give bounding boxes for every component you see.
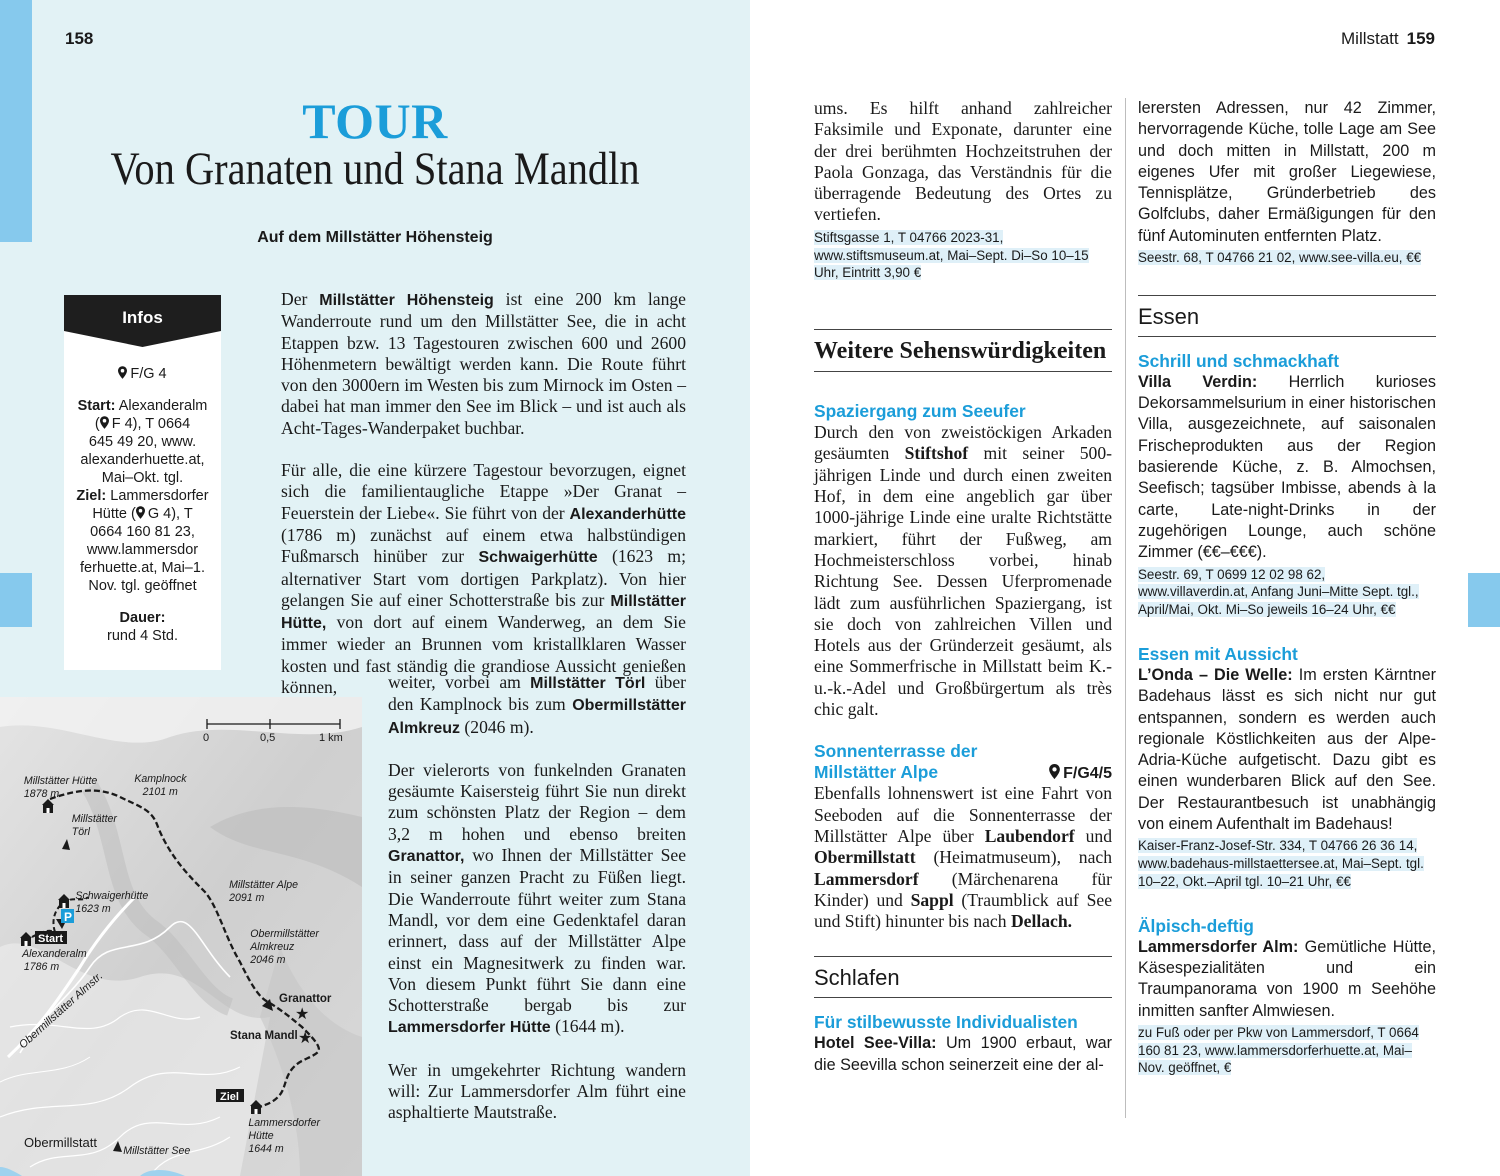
star-icon: ★ [298,1030,313,1047]
infos-start-label: Start: [77,398,116,414]
map-label-millstaetter-huette-alt: 1878 m [23,787,60,801]
map-pin-icon [136,506,145,519]
infos-ziel-label: Ziel: [76,488,107,504]
infos-grid-ref [70,365,215,383]
subheading-seeufer: Spaziergang zum Seeufer [814,401,1026,422]
infos-start-phone: 645 49 20, www. [88,434,197,450]
subheading-sonnenterrasse: Sonnenterrasse der [814,741,978,762]
subheading-schrill: Schrill und schmackhaft [1138,350,1340,371]
map-label-lammersdorfer-alt: 1644 m [248,1142,284,1156]
map-scale-0: 0 [203,732,210,744]
infos-body [64,347,221,645]
infos-header [64,295,221,347]
map-label-granattor: Granattor [279,993,332,1005]
thumb-index-tab [0,573,32,627]
map-label-stana-mandl: Stana Mandl [230,1030,298,1042]
map-label-almkreuz-alt: 2046 m [250,953,286,967]
ziel-badge-label: Ziel [220,1091,239,1103]
bold-term: L’Onda – Die Welle: [1138,665,1293,684]
museum-text: ums. Es hilft anhand zahlreicher Faksimile und Exponate, darunter eine der drei berühmten Hochzeitstruhen der Paola Gonzaga, das Verständnis für die überragende Bedeutung des Ortes zu vertiefen. [814,98,1112,225]
bold-term: Lammersdorfer Hütte [388,1019,551,1037]
map-pin-icon [118,366,127,379]
running-head-title: Millstatt [1341,29,1399,48]
map-label-millstaetter-see: Millstätter See [123,1144,191,1158]
infos-grid-ref-text: F/G 4 [130,366,167,382]
grid-ref [1049,764,1112,783]
map-label-kamplnock-alt: 2101 m [142,785,178,799]
map-label-toerl: Millstätter [71,812,117,826]
subheading-sonnenterrasse-line2: Millstätter Alpe [814,762,939,783]
londa-info: Kaiser-Franz-Josef-Str. 334, T 04766 26 36 14, www.badehaus-millstaettersee.at, Mai–Sept. tgl. 10–22, Okt.–April tgl. 10–21 Uhr, €€ [1138,838,1424,889]
subheading-sonnenterrasse-row [814,762,1112,783]
infos-start-url: alexanderhuette.at, [80,452,205,468]
sonnenterrasse-text: Ebenfalls lohnenswert ist eine Fahrt von Seeboden auf die Sonnenterrasse der Millstätter Alpe über Laubendorf und Obermillstatt (Heimatmuseum), nach Lammersdorf (Märchenarena für Kinder) und Sappl (Traumblick auf See und Stift) hinunter bis nach Dellach. [814,783,1112,932]
lammersdorfer-alm-info: zu Fuß oder per Pkw von Lammersdorf, T 0664 160 81 23, www.lammersdorferhuette.at, Mai–Nov. geöffnet, € [1138,1024,1419,1076]
column-middle [814,98,1112,1076]
londa-text: L’Onda – Die Welle: Im ersten Kärntner Badehaus lässt es sich nicht nur gut entspannen, sondern es werden auch regionale Köstlichkeiten aus der Alpe-Adria-Küche aufgetischt. Dazu gibt es einen wunderbaren Blick auf den See. Der Restaurantbesuch ist unabhängig von einem Aufenthalt im Badehaus! [1138,665,1436,834]
bold-term: Millstätter Hütte, [281,592,686,633]
infos-ziel-phone: 0664 160 81 23, [90,524,195,540]
infos-ziel-hours: Nov. tgl. geöffnet [88,578,197,594]
tour-paragraph-3: Der vielerorts von funkelnden Granaten gesäumte Kaisersteig führt Sie nun direkt zum schönsten Platz der Region – dem 3,2 m hohen und ebenso breiten Granattor, wo Ihnen der Millstätter See in seiner ganzen Pracht zu Füßen liegt. Die Wanderroute führt weiter zum Stana Mandl, vor dem eine Gedenktafel daran erinnert, dass auf der Millstätter Alpe einst ein Magnesitwerk zu finden war. Von diesem Punkt führt Sie dann eine Schotterstraße bergab bis zur Lammersdorfer Hütte (1644 m). [388,759,686,1037]
bold-term: Millstätter Törl [530,675,646,692]
infos-dauer-label: Dauer: [119,610,166,626]
infos-start-name: Alexanderalm [118,398,208,414]
tour-text-top [281,289,686,698]
bold-term: Millstätter Höhensteig [319,292,494,309]
bold-term: Obermillstätter Almkreuz [388,697,686,737]
map-label-alpe: Millstätter Alpe [229,878,298,892]
map-label-millstaetter-huette: Millstätter Hütte [23,774,98,788]
bold-term: Alexanderhütte [569,505,686,523]
section-heading-schlafen: Schlafen [814,956,1112,998]
hotel-info: Seestr. 68, T 04766 21 02, www.see-villa.eu, €€ [1138,250,1422,266]
tour-kicker: TOUR [302,93,448,149]
column-divider [1125,98,1126,1118]
infos-start-grid: F 4), T 0664 [111,416,191,432]
section-heading-sights: Weitere Sehenswürdigkeiten [814,329,1112,372]
section-heading-essen: Essen [1138,295,1436,337]
bold-term: Laubendorf [984,825,1075,846]
column-right [1138,98,1436,1077]
map-label-road: Obermillstätter Almstr. [16,970,106,1052]
map-label-alexanderalm-alt: 1786 m [23,960,60,974]
infos-ziel-name: Lammersdorfer [110,488,209,504]
bold-term: Obermillstatt [814,847,916,868]
tour-map [0,697,362,1176]
infos-dauer [70,609,215,645]
bold-term: Granattor, [388,848,465,866]
map-label-almkreuz: Obermillstätter [250,927,319,941]
infos-start-hours: Mai–Okt. tgl. [101,470,184,486]
map-label-schwaigerhuette: Schwaigerhütte [75,889,149,903]
hotel-see-villa-text: Hotel See-Villa: Um 1900 erbaut, war die Seevilla schon seinerzeit eine der al- [814,1034,1112,1074]
infos-dauer-value: rund 4 Std. [107,628,178,644]
map-scale-end: 1 km [319,732,343,744]
museum-info: Stiftsgasse 1, T 04766 2023-31, www.stiftsmuseum.at, Mai–Sept. Di–So 10–15 Uhr, Eintritt 3,90 € [814,229,1089,281]
start-badge-label: Start [38,933,64,945]
map-pin-icon [1049,764,1060,779]
subheading-aussicht: Essen mit Aussicht [1138,643,1298,664]
map-label-toerl-2: Törl [71,825,90,839]
tour-text-bottom [388,672,686,1124]
thumb-index-tab [1468,573,1500,627]
running-header [1341,29,1435,49]
right-page [750,0,1500,1176]
villa-verdin-text: Villa Verdin: Herrlich kurioses Dekorsammelsurium in einer historischen Villa, ausgezeichnete, auf saisonalen Frischeprodukten aus der Region basierende Küche, z. B. Almochsen, Seefisch; tagsüber Imbisse, abends à la carte, Late-night-Drinks in der zugehörigen Lounge, auch schöne Zimmer (€€–€€€). [1138,372,1436,562]
bold-term: Stiftshof [904,443,969,464]
seeufer-text: Durch den von zweistöckigen Arkaden gesäumten Stiftshof mit seiner 500-jährigen Linde und durch einen zweiten Hof, in dem eine angeblich gar über 1000-jährige Linde eine uralte Richtstätte markiert, führt der Fußweg, am Hochmeisterschloss vorbei, hinab Richtung See. Dessen Uferpromenade lädt zum ausführlichen Spaziergang, ist sie doch von zahlreichen Villen und Hotels aus der Gründerzeit gesäumt, als eine Sommerfrische in Millstatt beim K.-u.-k.-Adel und Großbürgertum als très chic galt. [814,422,1112,720]
infos-ziel-prefix: Hütte ( [92,506,136,522]
bold-term: Dellach. [1010,911,1073,932]
infos-label: Infos [122,308,163,327]
bold-term: Lammersdorfer Alm: [1138,937,1299,956]
map-pin-icon [100,416,109,429]
star-icon: ★ [295,1006,310,1023]
map-label-kamplnock: Kamplnock [134,772,187,786]
hotel-see-villa-text-cont: lerersten Adressen, nur 42 Zimmer, hervorragende Küche, tolle Lage am See und doch mitten in Millstatt, 200 m eigenes Ufer mit großer Liegewiese, Tennisplätze, Gründerbetrieb des Golfclubs, daher Ermäßigungen für den fünf Autominuten entfernten Platz. [1138,99,1436,245]
map-scale-mid: 0,5 [260,732,276,744]
tour-map-svg [0,697,362,1176]
lammersdorfer-alm-text: Lammersdorfer Alm: Gemütliche Hütte, Käsespezialitäten und ein Traumpanorama von 1900 m Seehöhe inmitten sanfter Almwiesen. [1138,937,1436,1020]
grid-ref-text: F/G4/5 [1063,765,1112,783]
map-label-lammersdorfer: Lammersdorfer [248,1116,321,1130]
page-number-right: 159 [1406,29,1435,48]
tour-paragraph-1: Der Millstätter Höhensteig ist eine 200 km lange Wanderroute rund um den Millstätter See, die in acht Etappen bzw. 13 Tagestouren zwischen 600 und 2600 Höhenmetern bewältigt werden kann. Die Route führt von den 3000ern im Westen bis zum Mirnock im Osten – dabei hat man immer den See im Blick – und ist auch als Acht-Tages-Wanderpaket buchbar. [281,289,686,438]
tour-subtitle: Auf dem Millstätter Höhensteig [257,229,493,246]
map-label-alexanderalm: Alexanderalm [22,947,87,961]
page-number-left: 158 [65,29,94,48]
tour-paragraph-2-cont: weiter, vorbei am Millstätter Törl über den Kamplnock bis zum Obermillstätter Almkreuz (2046 m). [388,672,686,737]
infos-ziel-grid: G 4), T [147,506,193,522]
map-label-schwaigerhuette-alt: 1623 m [75,902,111,916]
villa-verdin-info: Seestr. 69, T 0699 12 02 98 62, www.villaverdin.at, Anfang Juni–Mitte Sept. tgl., April/Mai, Okt. Mi–So jeweils 16–24 Uhr, €€ [1138,566,1419,618]
map-label-alpe-alt: 2091 m [229,891,265,905]
tour-title: Von Granaten und Stana Mandln [110,143,640,195]
parking-label: P [64,910,73,924]
subheading-individualisten: Für stilbewusste Individualisten [814,1012,1078,1033]
infos-ziel-url-cont: ferhuette.at, Mai–1. [80,560,205,576]
map-label-obermillstatt: Obermillstatt [24,1135,97,1150]
infos-ziel-url: www.lammersdor [86,542,199,558]
tour-paragraph-2: Für alle, die eine kürzere Tagestour bevorzugen, eignet sich die familientaugliche Etappe »Der Granat – Feuerstein der Liebe«. Sie führt von der Alexanderhütte (1786 m) zunächst auf einem etwa halbstündigen Fußmarsch hinüber zur Schwaigerhütte (1623 m; alternativer Start vom dortigen Parkplatz). Von hier gelangen Sie auf einer Schotterstraße bis zur Millstätter Hütte, von dort auf einem Wanderweg, an dem Sie immer wieder an Brunnen vom kristallklaren Wasser kosten und fast ständig die grandiose Aussicht genießen können, [281,460,686,698]
bold-term: Lammersdorf [814,868,919,889]
infos-start: Start: Alexanderalm ( F 4), T 0664 645 49 20, www. alexanderhuette.at, Mai–Okt. tgl. Ziel: Lammersdorfer Hütte ( G 4), T 0664 160 81 23, www.lammersdor ferhuette.at, Mai–1. Nov. tgl. geöffnet [76,398,209,594]
bold-term: Hotel See-Villa: [814,1034,937,1053]
tour-paragraph-4: Wer in umgekehrter Richtung wandern will: Zur Lammersdorfer Alm führt eine asphaltierte Mautstraße. [388,1059,686,1123]
infos-box [64,295,221,670]
bold-term: Sappl [910,889,954,910]
bold-term: Schwaigerhütte [478,549,598,567]
map-label-lammersdorfer-2: Hütte [248,1129,274,1143]
subheading-aelpisch: Älpisch-deftig [1138,915,1254,936]
map-label-almkreuz-2: Almkreuz [250,940,295,954]
bold-term: Villa Verdin: [1138,372,1258,391]
